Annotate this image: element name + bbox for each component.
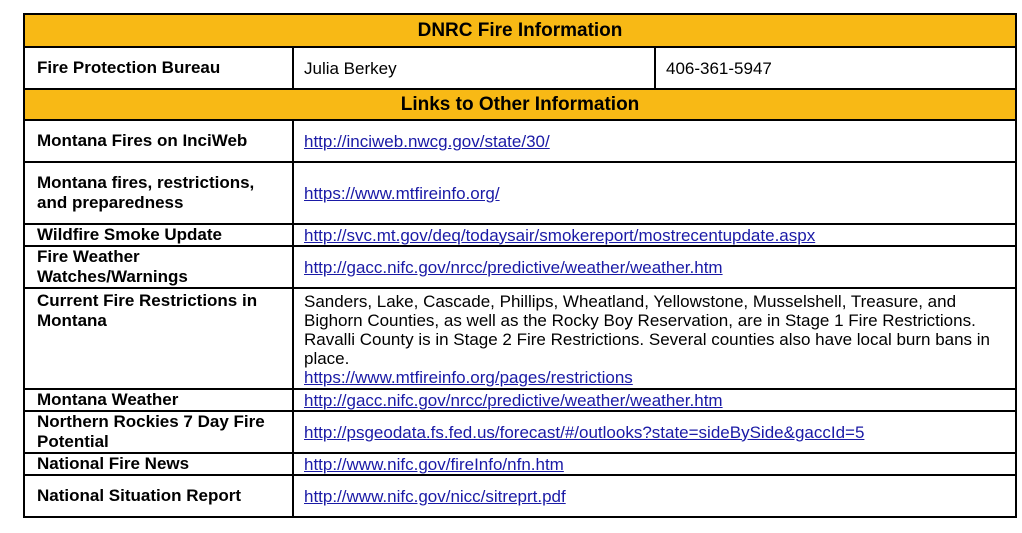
- row-link[interactable]: http://www.nifc.gov/fireInfo/nfn.htm: [304, 454, 564, 474]
- fire-info-table: [23, 13, 1017, 518]
- contact-phone: 406-361-5947: [655, 47, 1016, 89]
- table-title: DNRC Fire Information: [24, 14, 1016, 47]
- table-row: [24, 475, 1016, 517]
- row-value: [293, 475, 1016, 517]
- links-header-row: [24, 89, 1016, 120]
- contact-row: [24, 47, 1016, 89]
- table-row: [24, 224, 1016, 246]
- row-value: [293, 453, 1016, 475]
- row-value: [293, 288, 1016, 389]
- title-row: [24, 14, 1016, 47]
- row-label: Northern Rockies 7 Day Fire Potential: [24, 411, 293, 453]
- row-label: Montana Weather: [24, 389, 293, 411]
- table-row: [24, 288, 1016, 389]
- row-label: Wildfire Smoke Update: [24, 224, 293, 246]
- contact-name: Julia Berkey: [293, 47, 655, 89]
- table-row: [24, 389, 1016, 411]
- row-link[interactable]: http://www.nifc.gov/nicc/sitreprt.pdf: [304, 486, 566, 506]
- row-label: Current Fire Restrictions in Montana: [24, 288, 293, 389]
- row-value: [293, 389, 1016, 411]
- row-link[interactable]: http://gacc.nifc.gov/nrcc/predictive/weather/weather.htm: [304, 257, 723, 277]
- row-link[interactable]: http://svc.mt.gov/deq/todaysair/smokereport/mostrecentupdate.aspx: [304, 225, 816, 245]
- row-link[interactable]: http://psgeodata.fs.fed.us/forecast/#/outlooks?state=sideBySide&gaccId=5: [304, 422, 865, 442]
- row-label: Montana Fires on InciWeb: [24, 120, 293, 162]
- row-link[interactable]: http://inciweb.nwcg.gov/state/30/: [304, 131, 550, 151]
- table-row: [24, 162, 1016, 224]
- restrictions-text: Sanders, Lake, Cascade, Phillips, Wheatland, Yellowstone, Musselshell, Treasure, and Bighorn Counties, as well as the Rocky Boy Reservation, are in Stage 1 Fire Restrictions. Ravalli County is in Stage 2 Fire Restrictions. Several counties also have local burn bans in place.: [304, 291, 991, 368]
- row-value: [293, 246, 1016, 288]
- row-label: National Fire News: [24, 453, 293, 475]
- row-link[interactable]: https://www.mtfireinfo.org/: [304, 183, 500, 203]
- row-value: [293, 411, 1016, 453]
- contact-label: Fire Protection Bureau: [24, 47, 293, 89]
- row-link[interactable]: https://www.mtfireinfo.org/pages/restrictions: [304, 367, 633, 387]
- row-label: Montana fires, restrictions, and preparedness: [24, 162, 293, 224]
- table-row: [24, 246, 1016, 288]
- row-value: [293, 224, 1016, 246]
- row-value: [293, 162, 1016, 224]
- row-link[interactable]: http://gacc.nifc.gov/nrcc/predictive/weather/weather.htm: [304, 390, 723, 410]
- links-header: Links to Other Information: [24, 89, 1016, 120]
- row-label: Fire Weather Watches/Warnings: [24, 246, 293, 288]
- table-row: [24, 120, 1016, 162]
- table-row: [24, 411, 1016, 453]
- row-value: [293, 120, 1016, 162]
- table-row: [24, 453, 1016, 475]
- row-label: National Situation Report: [24, 475, 293, 517]
